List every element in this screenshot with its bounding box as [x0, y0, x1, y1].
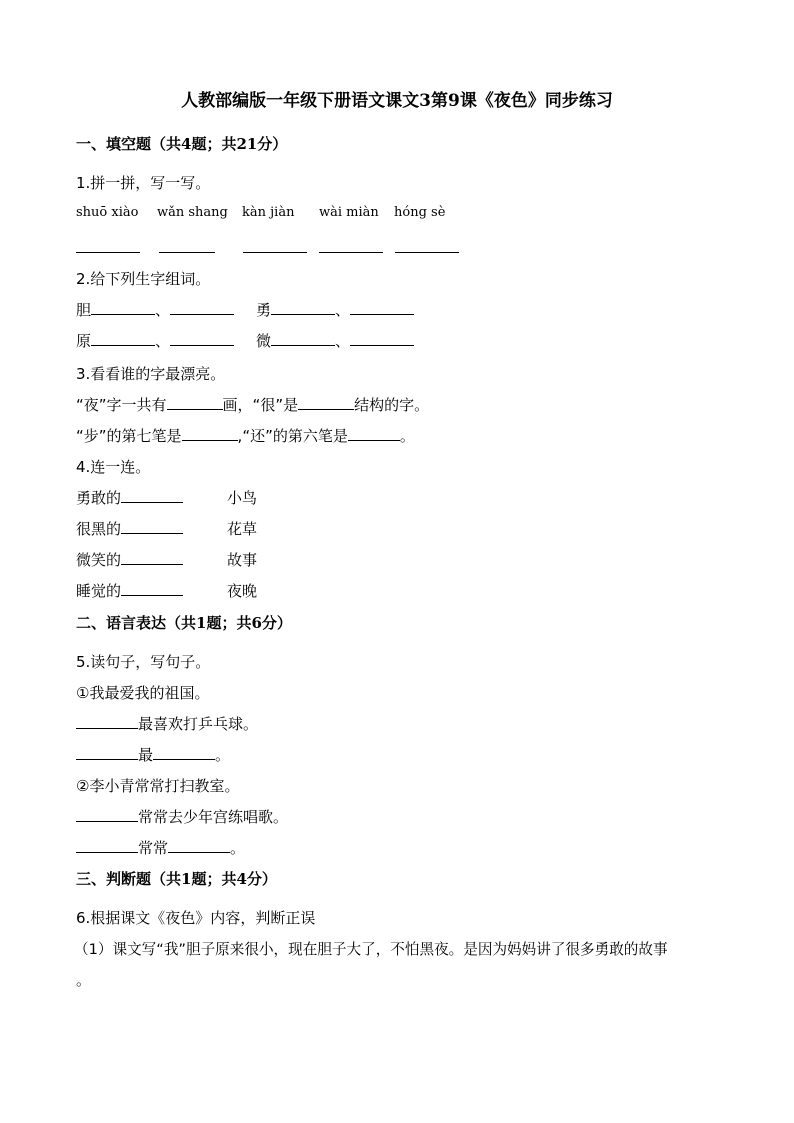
example-sentence-2: ②李小青常常打扫教室。 [76, 777, 240, 795]
word-group-row [76, 330, 234, 351]
answer-blank[interactable] [121, 488, 183, 503]
pinyin-2: wǎn shang [157, 205, 228, 220]
text: 画，“很”是 [222, 396, 299, 414]
question-3-line-1 [76, 394, 429, 415]
text: 很黑的 [76, 520, 122, 538]
text: 。 [399, 427, 415, 445]
answer-blank[interactable] [298, 395, 354, 410]
match-right-item[interactable]: 小鸟 [227, 489, 258, 507]
answer-blank[interactable] [91, 331, 155, 346]
answer-blank[interactable] [350, 331, 414, 346]
text: “步”的第七笔是 [76, 427, 182, 445]
answer-blank-2[interactable] [159, 252, 215, 253]
text: 。 [230, 839, 246, 857]
question-1-prompt: 1.拼一拼，写一写。 [76, 174, 211, 192]
text: “夜”字一共有 [76, 396, 167, 414]
question-3-prompt: 3.看看谁的字最漂亮。 [76, 365, 226, 383]
char-wei: 微 [256, 332, 272, 350]
section-heading-fill-blank: 一、填空题（共4题；共21分） [76, 135, 288, 153]
answer-blank[interactable] [76, 807, 138, 822]
sentence-line [76, 713, 258, 734]
section-heading-expression: 二、语言表达（共1题；共6分） [76, 614, 292, 632]
char-yuan: 原 [76, 332, 92, 350]
answer-blank[interactable] [271, 331, 335, 346]
answer-blank[interactable] [76, 714, 138, 729]
word-group-row [256, 330, 414, 351]
text: 勇敢的 [76, 489, 122, 507]
answer-blank[interactable] [271, 300, 335, 315]
answer-blank[interactable] [76, 838, 138, 853]
answer-blank[interactable] [121, 550, 183, 565]
pinyin-4: wài miàn [319, 205, 379, 220]
match-left-item [76, 518, 183, 539]
text: 结构的字。 [354, 396, 430, 414]
match-right-item[interactable]: 夜晚 [227, 582, 258, 600]
page-title: 人教部编版一年级下册语文课文3第9课《夜色》同步练习 [181, 91, 613, 111]
answer-blank-4[interactable] [319, 252, 383, 253]
question-5-prompt: 5.读句子，写句子。 [76, 653, 211, 671]
section-heading-judgement: 三、判断题（共1题；共4分） [76, 870, 277, 888]
answer-blank[interactable] [348, 426, 400, 441]
question-2-prompt: 2.给下列生字组词。 [76, 270, 211, 288]
answer-blank[interactable] [153, 745, 215, 760]
answer-blank[interactable] [170, 300, 234, 315]
text: 常常去少年宫练唱歌。 [138, 808, 289, 826]
answer-blank[interactable] [121, 581, 183, 596]
example-sentence-1: ①我最爱我的祖国。 [76, 684, 210, 702]
text: ,“还”的第六笔是 [237, 427, 348, 445]
answer-blank[interactable] [121, 519, 183, 534]
answer-blank-5[interactable] [395, 252, 459, 253]
text: 微笑的 [76, 551, 122, 569]
pinyin-1: shuō xiào [76, 205, 139, 220]
separator: 、 [335, 301, 351, 319]
answer-blank-3[interactable] [243, 252, 307, 253]
match-left-item [76, 549, 183, 570]
question-6-prompt: 6.根据课文《夜色》内容，判断正误 [76, 909, 316, 927]
sentence-line [76, 744, 230, 765]
text: 常常 [138, 839, 169, 857]
match-right-item[interactable]: 花草 [227, 520, 258, 538]
text: 最喜欢打乒乓球。 [138, 715, 259, 733]
word-group-row [256, 299, 414, 320]
match-left-item [76, 580, 183, 601]
pinyin-5: hóng sè [394, 205, 446, 220]
separator: 、 [335, 332, 351, 350]
separator: 、 [155, 332, 171, 350]
pinyin-3: kàn jiàn [242, 205, 295, 220]
question-3-line-2 [76, 425, 415, 446]
sentence-line [76, 806, 288, 827]
answer-blank-1[interactable] [76, 252, 140, 253]
sentence-line [76, 837, 245, 858]
char-dan: 胆 [76, 301, 92, 319]
answer-blank[interactable] [168, 838, 230, 853]
separator: 、 [155, 301, 171, 319]
text: 睡觉的 [76, 582, 122, 600]
text: 最 [138, 746, 154, 764]
question-4-prompt: 4.连一连。 [76, 458, 151, 476]
answer-blank[interactable] [350, 300, 414, 315]
answer-blank[interactable] [91, 300, 155, 315]
answer-blank[interactable] [182, 426, 238, 441]
text: 。 [215, 746, 231, 764]
char-yong: 勇 [256, 301, 272, 319]
match-right-item[interactable]: 故事 [227, 551, 258, 569]
question-6-item-1-end: 。 [76, 971, 92, 989]
match-left-item [76, 487, 183, 508]
word-group-row [76, 299, 234, 320]
answer-blank[interactable] [167, 395, 223, 410]
question-6-item-1: （1）课文写“我”胆子原来很小，现在胆子大了，不怕黑夜。是因为妈妈讲了很多勇敢的故事 [74, 941, 668, 958]
answer-blank[interactable] [76, 745, 138, 760]
answer-blank[interactable] [170, 331, 234, 346]
